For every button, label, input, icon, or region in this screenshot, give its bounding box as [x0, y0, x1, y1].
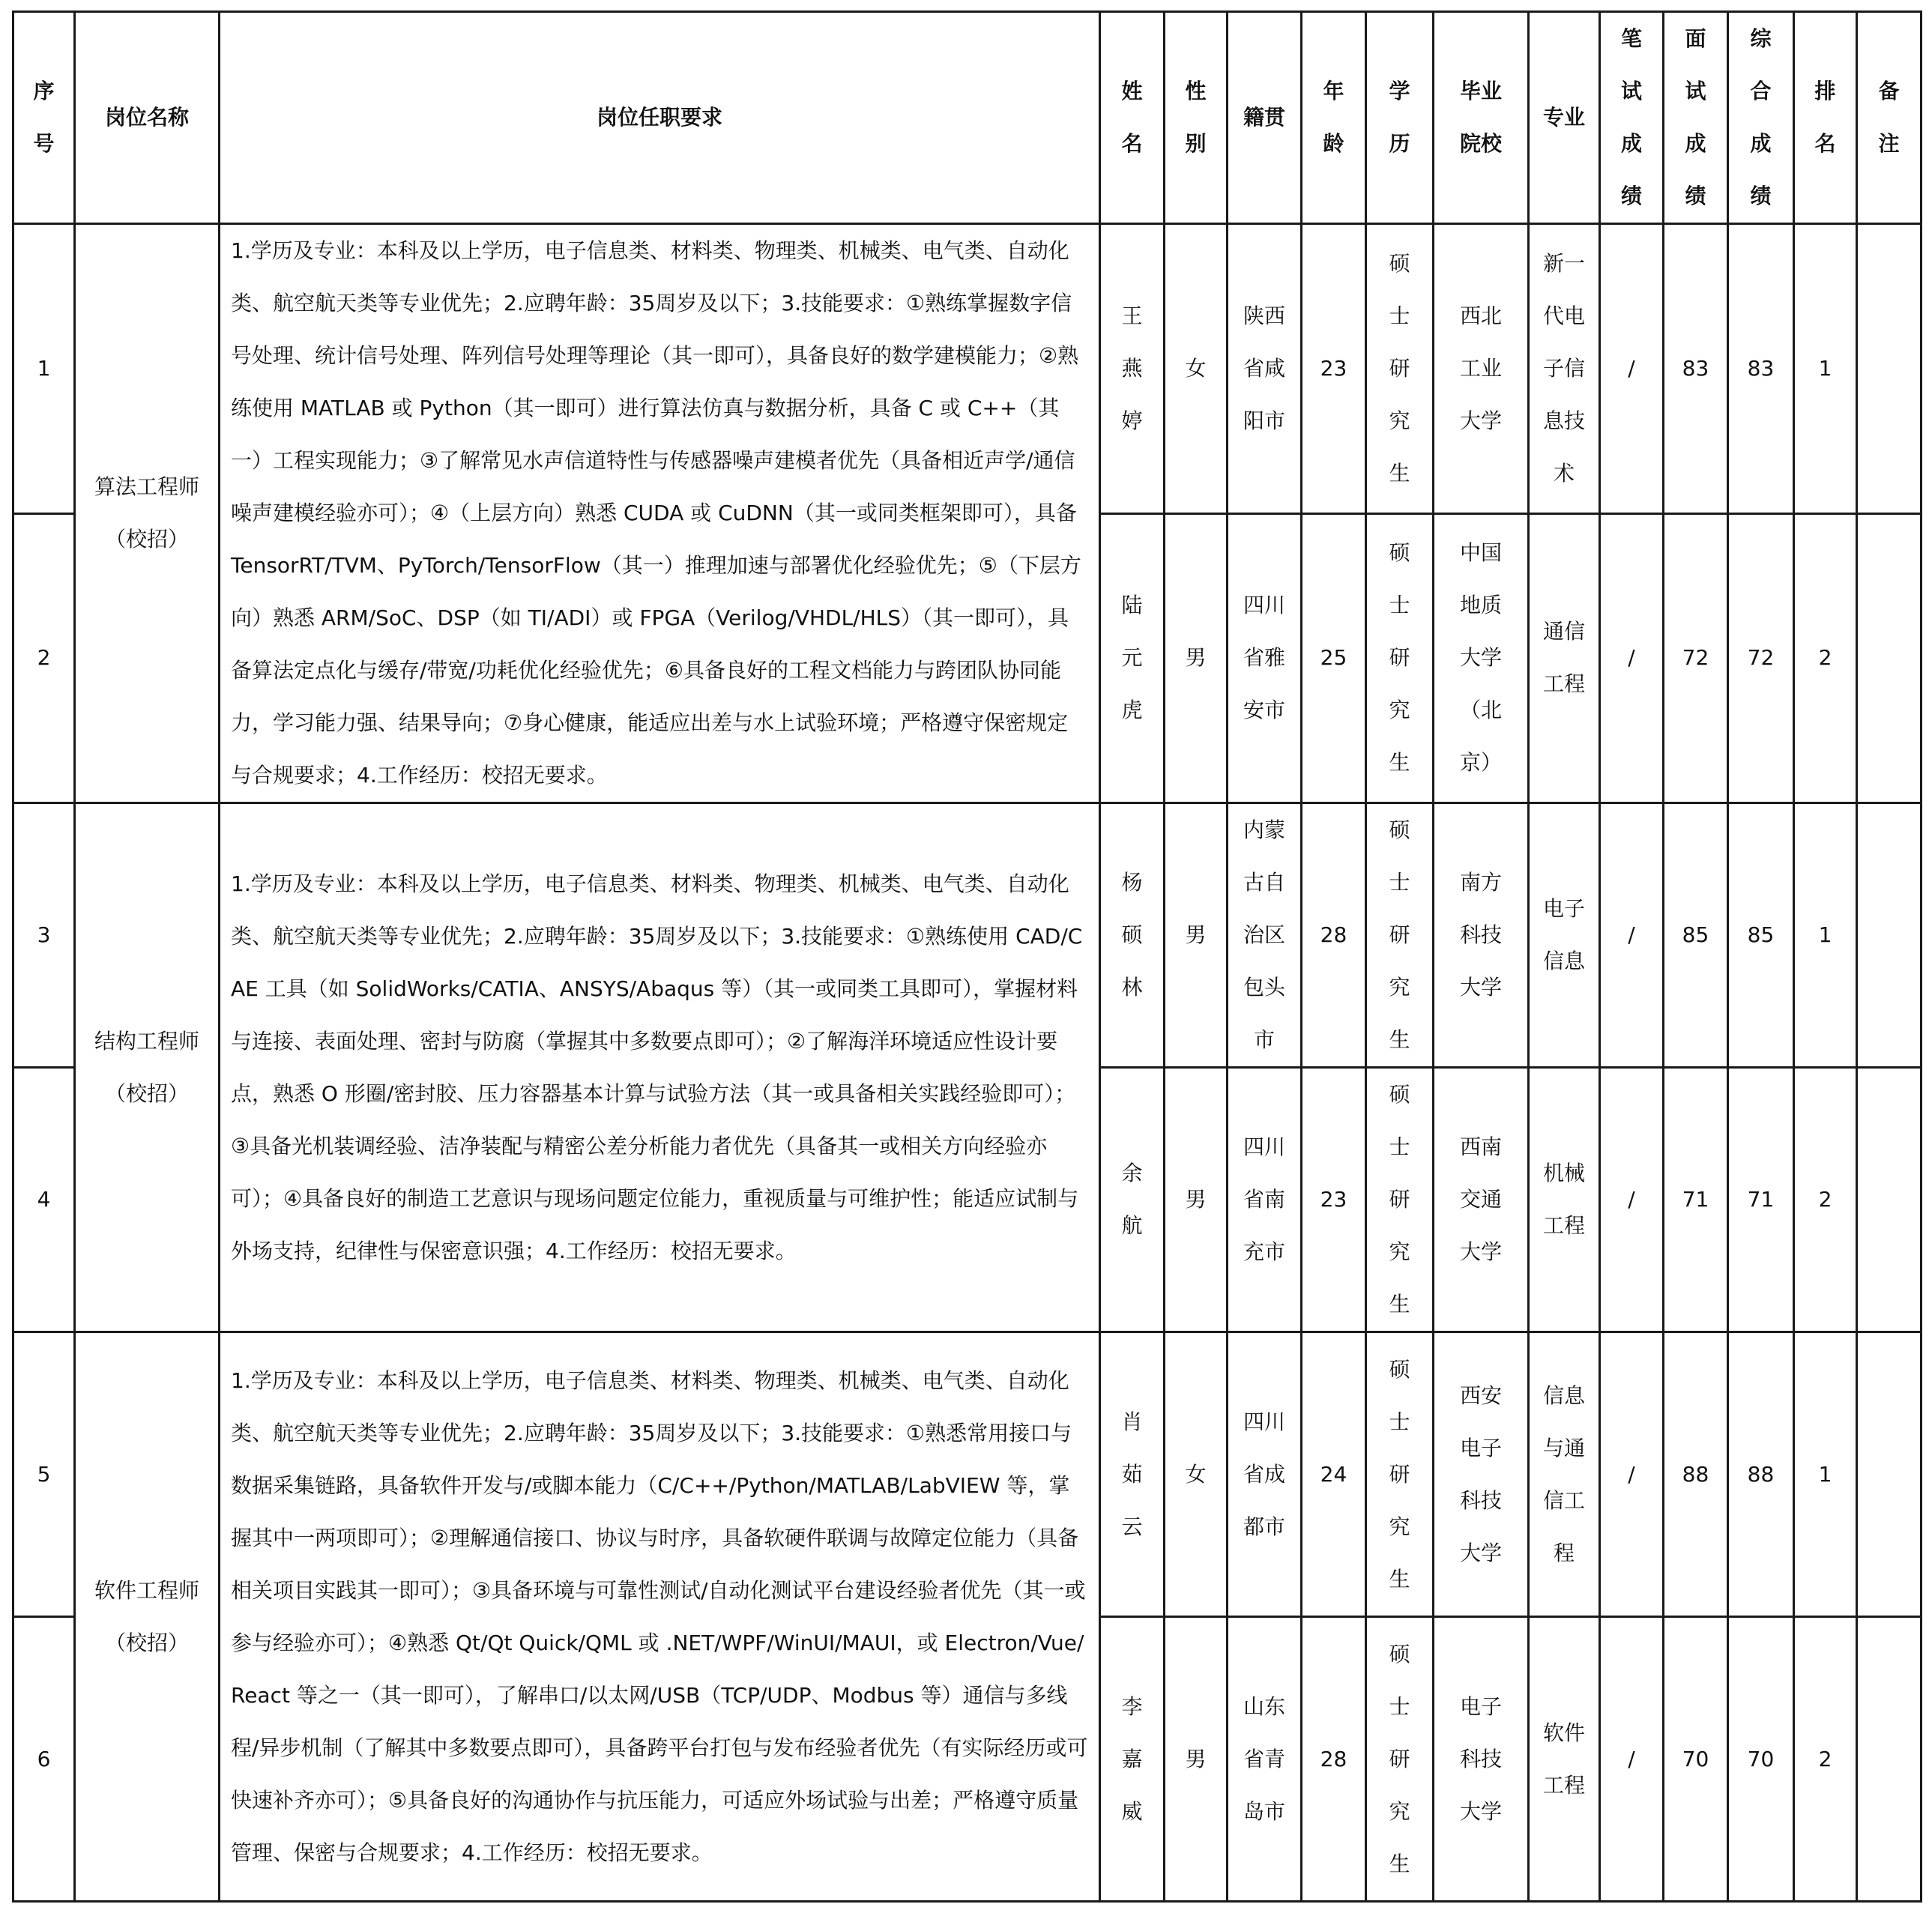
cell-seq: 1 [13, 224, 75, 514]
cell-gender: 男 [1165, 803, 1228, 1068]
cell-name: 余航 [1100, 1068, 1165, 1332]
cell-name: 杨硕林 [1100, 803, 1165, 1068]
cell-name: 陆元虎 [1100, 513, 1165, 803]
cell-origin: 四川省成都市 [1228, 1332, 1302, 1617]
cell-total-score: 85 [1728, 803, 1794, 1068]
cell-note [1857, 1068, 1922, 1332]
cell-gender: 男 [1165, 1617, 1228, 1902]
cell-note [1857, 224, 1922, 514]
cell-gender: 男 [1165, 513, 1228, 803]
cell-interview-score: 70 [1664, 1617, 1728, 1902]
cell-post: 算法工程师（校招） [75, 224, 220, 803]
cell-school: 西安电子科技大学 [1434, 1332, 1529, 1617]
header-name: 姓名 [1100, 12, 1165, 224]
cell-age: 28 [1302, 803, 1366, 1068]
cell-seq: 5 [13, 1332, 75, 1617]
header-row [13, 12, 1922, 224]
cell-written-score: / [1600, 1068, 1664, 1332]
cell-school: 中国地质大学（北京） [1434, 513, 1529, 803]
cell-requirements: 1.学历及专业：本科及以上学历，电子信息类、材料类、物理类、机械类、电气类、自动化类、航空航天类等专业优先；2.应聘年龄：35周岁及以下；3.技能要求：①熟练掌握数字信号处理、统计信号处理、阵列信号处理等理论（其一即可），具备良好的数学建模能力；②熟练使用 MATLAB 或 Python（其一即可）进行算法仿真与数据分析，具备 C 或 C++（其一）工程实现能力；③了解常见水声信道特性与传感器噪声建模者优先（具备相近声学/通信噪声建模经验亦可）；④（上层方向）熟悉 CUDA 或 CuDNN（其一或同类框架即可），具备 TensorRT/TVM、PyTorch/TensorFlow（其一）推理加速与部署优化经验优先；⑤（下层方向）熟悉 ARM/SoC、DSP（如 TI/ADI）或 FPGA（Verilog/VHDL/HLS）（其一即可），具备算法定点化与缓存/带宽/功耗优化经验优先；⑥具备良好的工程文档能力与跨团队协同能力，学习能力强、结果导向；⑦身心健康，能适应出差与水上试验环境；严格遵守保密规定与合规要求；4.工作经历：校招无要求。 [220, 224, 1100, 803]
cell-gender: 女 [1165, 224, 1228, 514]
cell-education: 硕士研究生 [1366, 1332, 1434, 1617]
cell-name: 肖茹云 [1100, 1332, 1165, 1617]
cell-total-score: 70 [1728, 1617, 1794, 1902]
header-school: 毕业院校 [1434, 12, 1529, 224]
header-gender: 性别 [1165, 12, 1228, 224]
cell-interview-score: 88 [1664, 1332, 1728, 1617]
cell-interview-score: 72 [1664, 513, 1728, 803]
cell-written-score: / [1600, 1617, 1664, 1902]
cell-written-score: / [1600, 224, 1664, 514]
cell-post: 结构工程师（校招） [75, 803, 220, 1332]
cell-note [1857, 803, 1922, 1068]
header-major: 专业 [1529, 12, 1600, 224]
cell-age: 25 [1302, 513, 1366, 803]
header-post: 岗位名称 [75, 12, 220, 224]
recruitment-results-table [12, 10, 1922, 1903]
cell-seq: 6 [13, 1617, 75, 1902]
cell-education: 硕士研究生 [1366, 1068, 1434, 1332]
header-seq: 序号 [13, 12, 75, 224]
cell-total-score: 88 [1728, 1332, 1794, 1617]
cell-major: 信息与通信工程 [1529, 1332, 1600, 1617]
cell-name: 李嘉威 [1100, 1617, 1165, 1902]
table-row [13, 803, 1922, 1068]
cell-note [1857, 1332, 1922, 1617]
cell-note [1857, 1617, 1922, 1902]
cell-rank: 1 [1794, 224, 1857, 514]
cell-origin: 四川省南充市 [1228, 1068, 1302, 1332]
cell-major: 机械工程 [1529, 1068, 1600, 1332]
header-requirements: 岗位任职要求 [220, 12, 1100, 224]
table-row [13, 1332, 1922, 1617]
cell-post: 软件工程师（校招） [75, 1332, 220, 1902]
cell-school: 电子科技大学 [1434, 1617, 1529, 1902]
cell-note [1857, 513, 1922, 803]
cell-total-score: 71 [1728, 1068, 1794, 1332]
cell-school: 西北工业大学 [1434, 224, 1529, 514]
header-age: 年龄 [1302, 12, 1366, 224]
cell-written-score: / [1600, 1332, 1664, 1617]
cell-interview-score: 71 [1664, 1068, 1728, 1332]
cell-origin: 陕西省咸阳市 [1228, 224, 1302, 514]
cell-written-score: / [1600, 803, 1664, 1068]
cell-rank: 1 [1794, 803, 1857, 1068]
cell-rank: 2 [1794, 513, 1857, 803]
cell-origin: 四川省雅安市 [1228, 513, 1302, 803]
cell-education: 硕士研究生 [1366, 513, 1434, 803]
header-interview-score: 面试成绩 [1664, 12, 1728, 224]
cell-education: 硕士研究生 [1366, 1617, 1434, 1902]
cell-written-score: / [1600, 513, 1664, 803]
cell-origin: 内蒙古自治区包头市 [1228, 803, 1302, 1068]
cell-interview-score: 83 [1664, 224, 1728, 514]
cell-requirements: 1.学历及专业：本科及以上学历，电子信息类、材料类、物理类、机械类、电气类、自动化类、航空航天类等专业优先；2.应聘年龄：35周岁及以下；3.技能要求：①熟练使用 CAD/CAE 工具（如 SolidWorks/CATIA、ANSYS/Abaqus 等）（其一或同类工具即可），掌握材料与连接、表面处理、密封与防腐（掌握其中多数要点即可）；②了解海洋环境适应性设计要点，熟悉 O 形圈/密封胶、压力容器基本计算与试验方法（其一或具备相关实践经验即可）；③具备光机装调经验、洁净装配与精密公差分析能力者优先（具备其一或相关方向经验亦可）；④具备良好的制造工艺意识与现场问题定位能力，重视质量与可维护性；能适应试制与外场支持，纪律性与保密意识强；4.工作经历：校招无要求。 [220, 803, 1100, 1332]
cell-seq: 3 [13, 803, 75, 1068]
cell-rank: 2 [1794, 1617, 1857, 1902]
cell-major: 通信工程 [1529, 513, 1600, 803]
header-education: 学历 [1366, 12, 1434, 224]
cell-age: 24 [1302, 1332, 1366, 1617]
cell-education: 硕士研究生 [1366, 803, 1434, 1068]
cell-seq: 4 [13, 1068, 75, 1332]
cell-gender: 男 [1165, 1068, 1228, 1332]
cell-origin: 山东省青岛市 [1228, 1617, 1302, 1902]
cell-major: 电子信息 [1529, 803, 1600, 1068]
cell-name: 王燕婷 [1100, 224, 1165, 514]
cell-seq: 2 [13, 513, 75, 803]
cell-school: 西南交通大学 [1434, 1068, 1529, 1332]
cell-major: 软件工程 [1529, 1617, 1600, 1902]
cell-total-score: 72 [1728, 513, 1794, 803]
cell-age: 23 [1302, 1068, 1366, 1332]
cell-age: 28 [1302, 1617, 1366, 1902]
cell-rank: 2 [1794, 1068, 1857, 1332]
cell-rank: 1 [1794, 1332, 1857, 1617]
cell-education: 硕士研究生 [1366, 224, 1434, 514]
cell-requirements: 1.学历及专业：本科及以上学历，电子信息类、材料类、物理类、机械类、电气类、自动化类、航空航天类等专业优先；2.应聘年龄：35周岁及以下；3.技能要求：①熟悉常用接口与数据采集链路，具备软件开发与/或脚本能力（C/C++/Python/MATLAB/LabVIEW 等，掌握其中一两项即可）；②理解通信接口、协议与时序，具备软硬件联调与故障定位能力（具备相关项目实践其一即可）；③具备环境与可靠性测试/自动化测试平台建设经验者优先（其一或参与经验亦可）；④熟悉 Qt/Qt Quick/QML 或 .NET/WPF/WinUI/MAUI，或 Electron/Vue/React 等之一（其一即可），了解串口/以太网/USB（TCP/UDP、Modbus 等）通信与多线程/异步机制（了解其中多数要点即可），具备跨平台打包与发布经验者优先（有实际经历或可快速补齐亦可）；⑤具备良好的沟通协作与抗压能力，可适应外场试验与出差；严格遵守质量管理、保密与合规要求；4.工作经历：校招无要求。 [220, 1332, 1100, 1902]
cell-age: 23 [1302, 224, 1366, 514]
table-row [13, 224, 1922, 514]
header-rank: 排名 [1794, 12, 1857, 224]
cell-major: 新一代电子信息技术 [1529, 224, 1600, 514]
cell-gender: 女 [1165, 1332, 1228, 1617]
cell-school: 南方科技大学 [1434, 803, 1529, 1068]
header-written-score: 笔试成绩 [1600, 12, 1664, 224]
cell-total-score: 83 [1728, 224, 1794, 514]
cell-interview-score: 85 [1664, 803, 1728, 1068]
header-total-score: 综合成绩 [1728, 12, 1794, 224]
header-note: 备注 [1857, 12, 1922, 224]
header-origin: 籍贯 [1228, 12, 1302, 224]
